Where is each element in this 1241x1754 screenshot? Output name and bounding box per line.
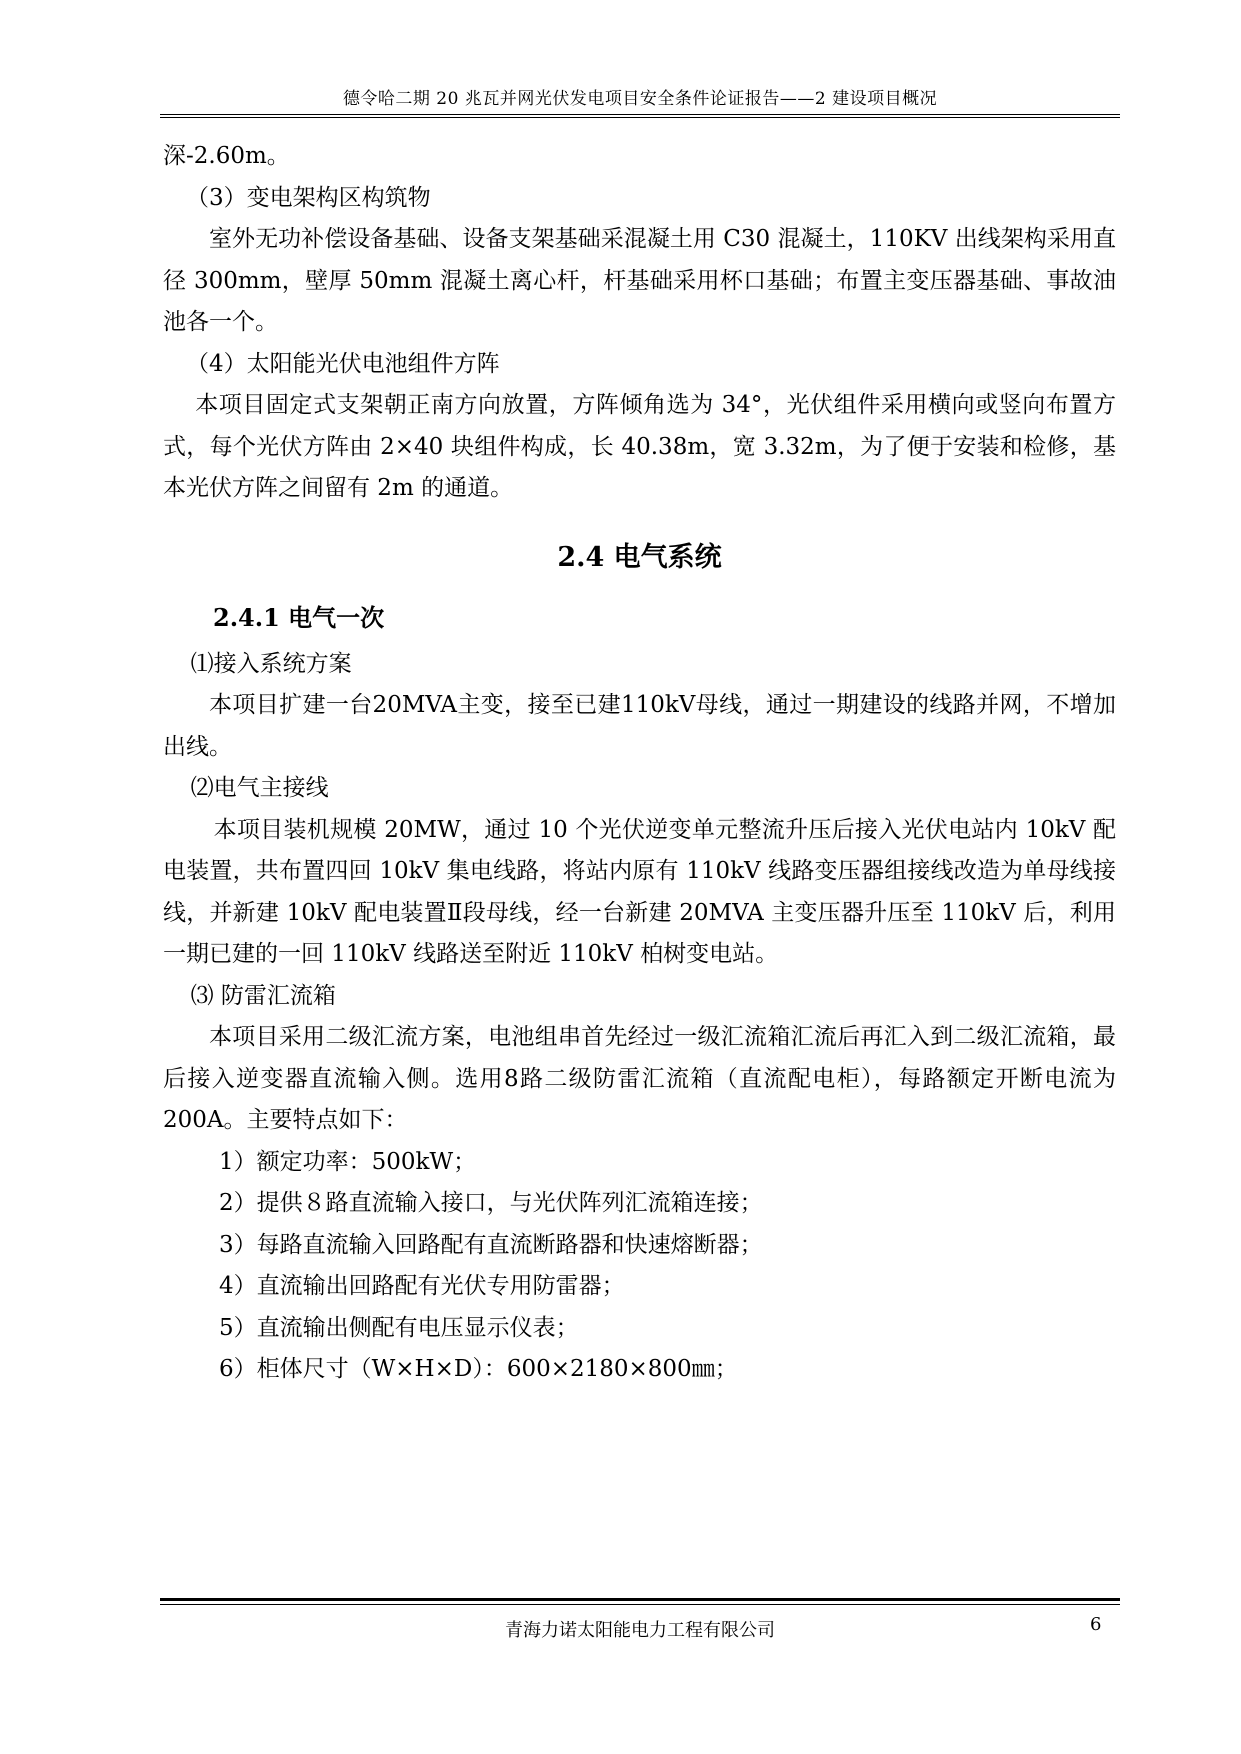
s2-paragraph: 本项目装机规模 20MW，通过 10 个光伏逆变单元整流升压后接入光伏电站内 10kV 配电装置，共布置四回 10kV 集电线路，将站内原有 110kV 线路变压器组接线改造为单母线接线，并新建 10kV 配电装置Ⅱ段母线，经一台新建 20MVA 主变压器升压至 110kV 后，利用一期已建的一回 110kV 线路送至附近 110kV 柏树变电站。 xyxy=(163,816,1116,967)
item-4-heading: （4）太阳能光伏电池组件方阵 xyxy=(186,350,500,377)
running-header: 德令哈二期 20 兆瓦并网光伏发电项目安全条件论证报告——2 建设项目概况 xyxy=(342,89,938,109)
footer-rule-thin xyxy=(160,1604,1120,1605)
header-rule-top xyxy=(160,114,1120,115)
feature-list-item: 6）柜体尺寸（W×H×D）：600×2180×800㎜； xyxy=(219,1356,738,1382)
item-3-heading: （3）变电架构区构筑物 xyxy=(186,184,431,211)
feature-list-item: 3）每路直流输入回路配有直流断路器和快速熔断器； xyxy=(219,1231,763,1258)
header-rule-bottom xyxy=(160,117,1120,118)
s3-paragraph: 本项目采用二级汇流方案，电池组串首先经过一级汇流箱汇流后再汇入到二级汇流箱，最后接入逆变器直流输入侧。选用8路二级防雷汇流箱（直流配电柜），每路额定开断电流为200A。主要特点如下： xyxy=(163,1024,1116,1133)
feature-list-item: 4）直流输出回路配有光伏专用防雷器； xyxy=(219,1273,625,1299)
page-number: 6 xyxy=(1090,1614,1102,1635)
s1-heading: ⑴接入系统方案 xyxy=(190,650,352,677)
feature-list-item: 2）提供８路直流输入接口，与光伏阵列汇流箱连接； xyxy=(219,1190,763,1216)
subsection-heading: 2.4.1 电气一次 xyxy=(213,602,385,632)
continuation-paragraph: 深-2.60m。 xyxy=(163,143,290,169)
s2-heading: ⑵电气主接线 xyxy=(190,775,329,801)
item-3-paragraph: 室外无功补偿设备基础、设备支架基础采混凝土用 C30 混凝土，110KV 出线架构采用直径 300mm，壁厚 50mm 混凝土离心杆，杆基础采用杯口基础；布置主变压器基础、事故油池各一个。 xyxy=(163,226,1116,335)
page-content xyxy=(163,136,1116,1391)
feature-list-item: 1）额定功率：500kW； xyxy=(219,1148,477,1175)
s3-heading: ⑶ 防雷汇流箱 xyxy=(190,982,336,1009)
item-4-paragraph: 本项目固定式支架朝正南方向放置，方阵倾角选为 34°，光伏组件采用横向或竖向布置方式，每个光伏方阵由 2×40 块组件构成，长 40.38m，宽 3.32m，为了便于安装和检修，基本光伏方阵之间留有 2m 的通道。 xyxy=(163,392,1116,501)
footer-rule-thick xyxy=(160,1598,1120,1601)
footer-company: 青海力诺太阳能电力工程有限公司 xyxy=(505,1620,775,1641)
section-heading: 2.4 电气系统 xyxy=(557,541,722,573)
feature-list-item: 5）直流输出侧配有电压显示仪表； xyxy=(219,1314,579,1341)
s1-paragraph: 本项目扩建一台20MVA主变，接至已建110kV母线，通过一期建设的线路并网，不增加出线。 xyxy=(163,692,1116,760)
